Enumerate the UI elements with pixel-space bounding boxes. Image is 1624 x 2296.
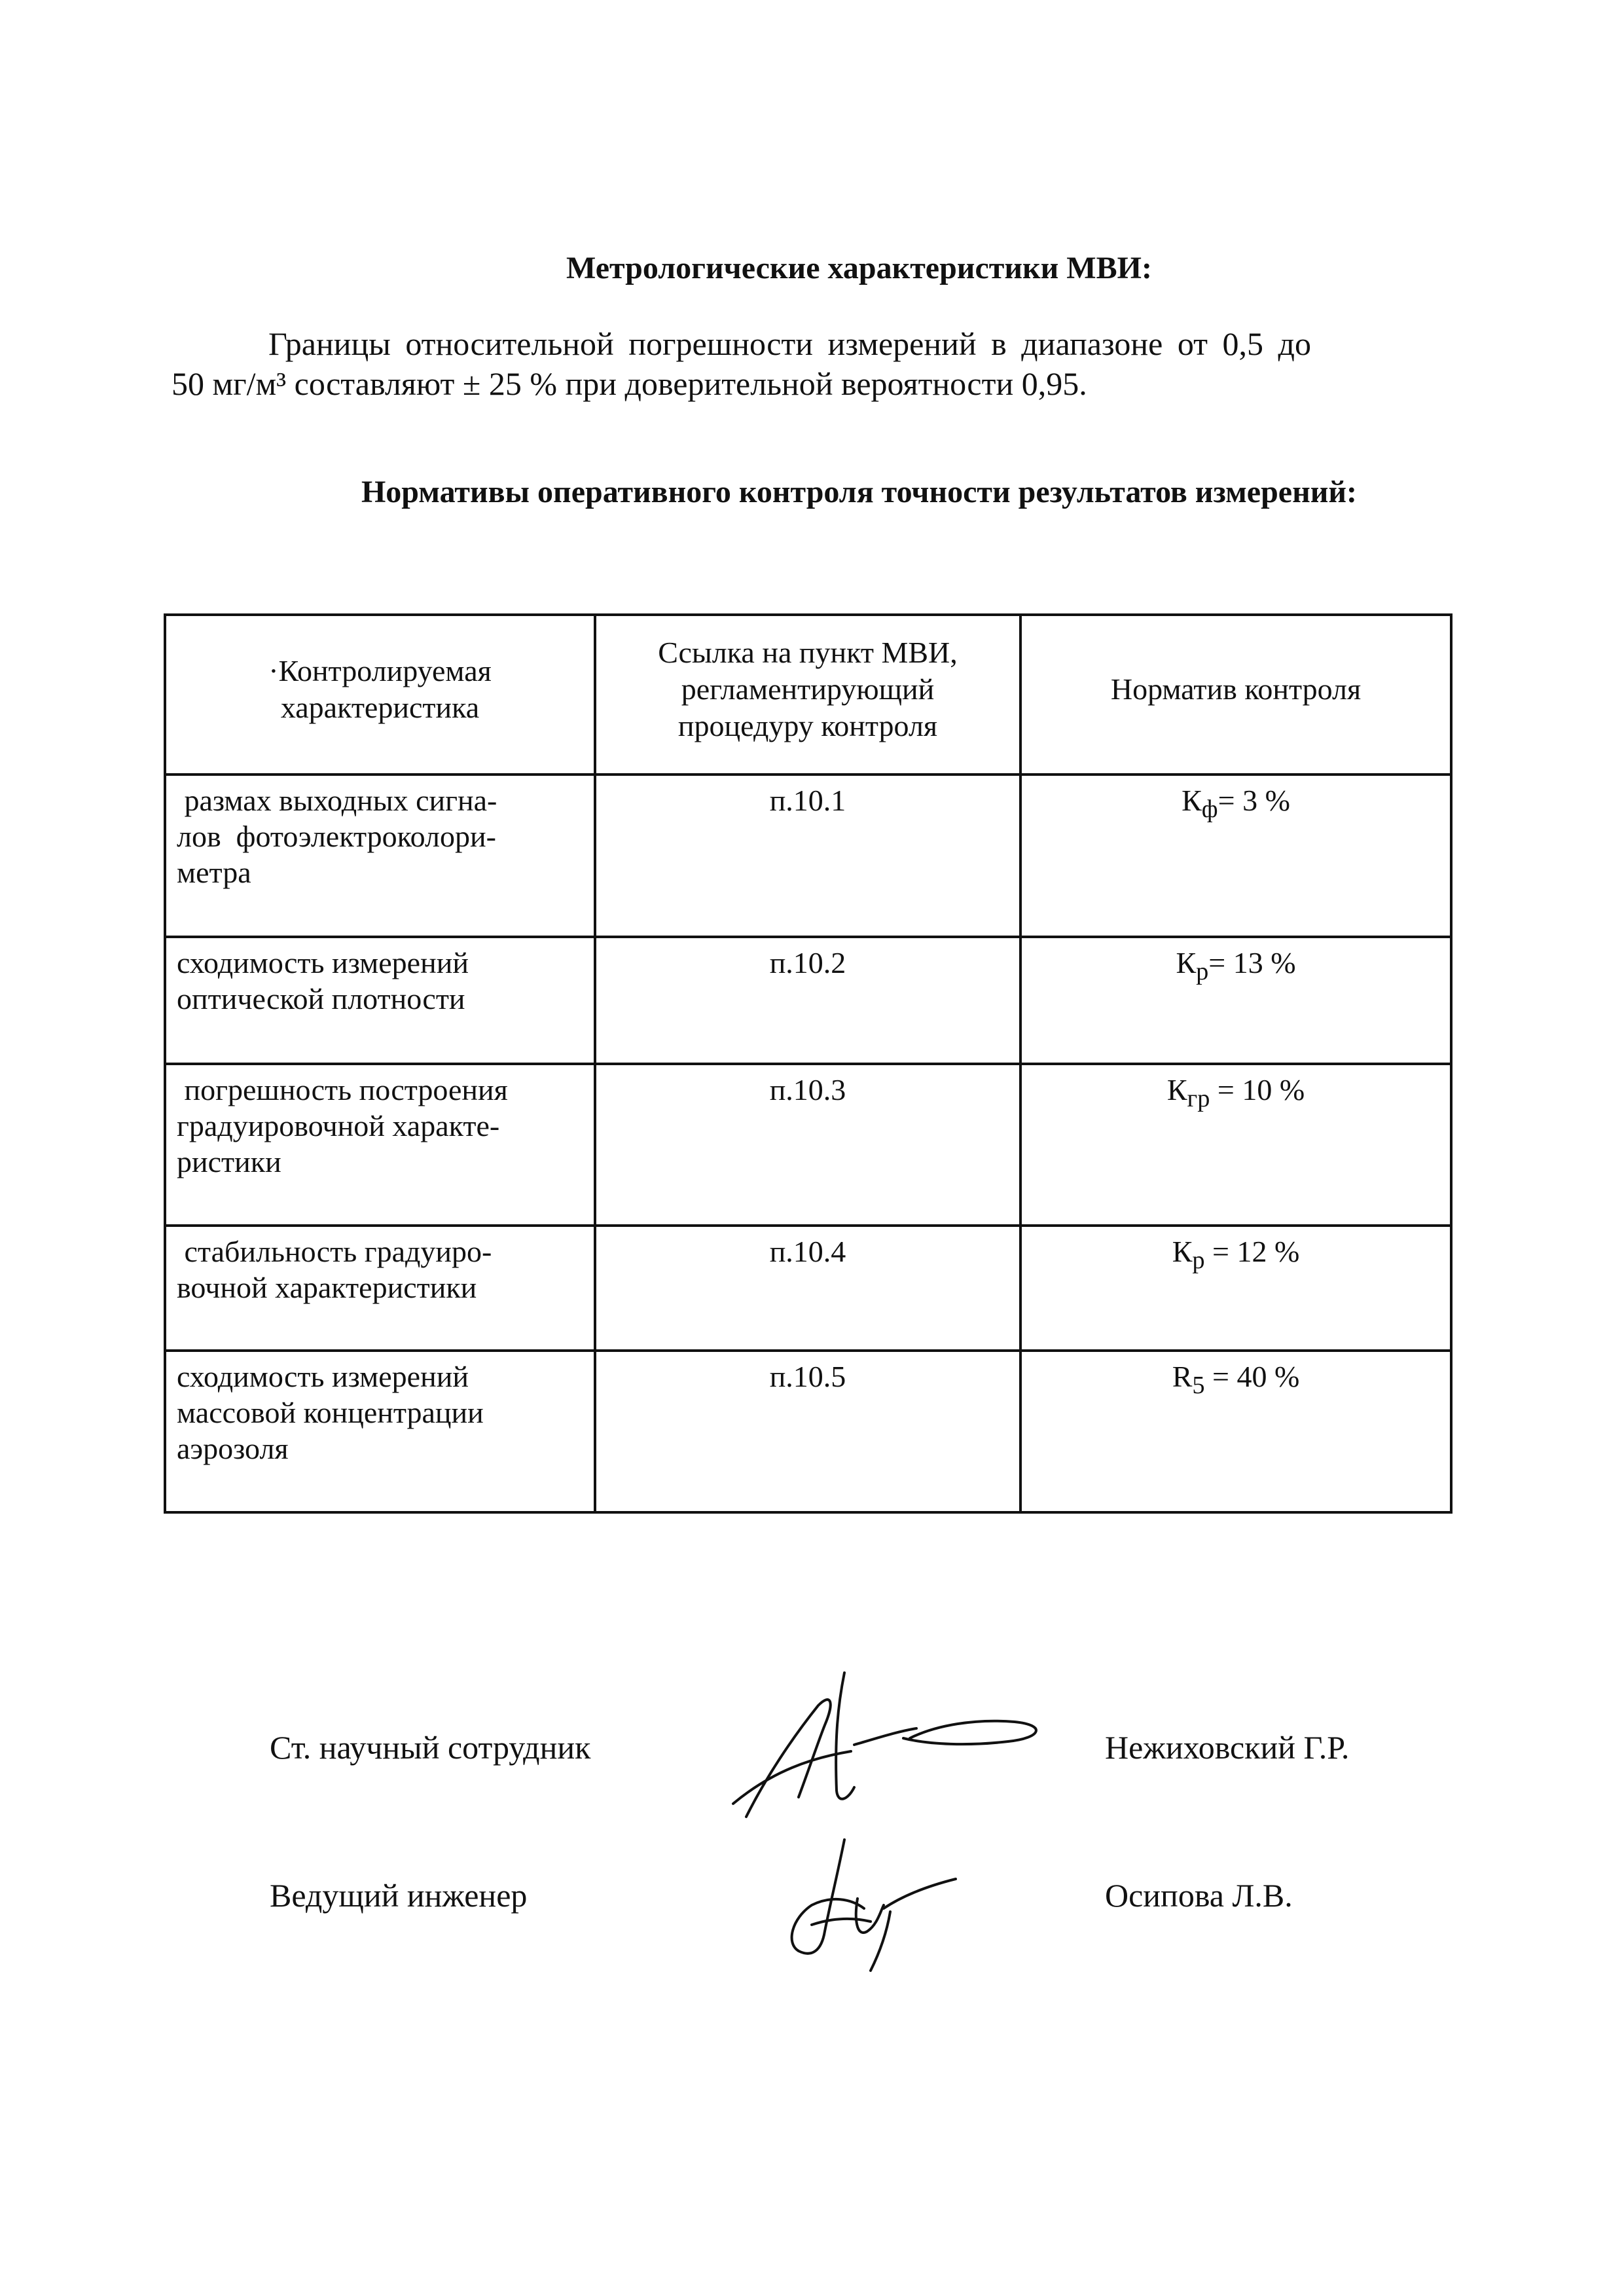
metrology-text-line-2: 50 мг/м³ составляют ± 25 % при доверительной вероятности 0,95.	[171, 365, 1087, 402]
cell-text: ристики	[177, 1145, 281, 1178]
cell-reference	[595, 937, 1020, 1064]
norm-symbol: К	[1172, 1235, 1193, 1268]
signatory-title-2: Ведущий инженер	[270, 1877, 528, 1914]
cell-text: п.10.4	[769, 1235, 846, 1268]
cell-text: массовой концентрации	[177, 1396, 484, 1429]
cell-characteristic	[165, 937, 595, 1064]
cell-norm	[1020, 937, 1451, 1064]
table-row	[165, 937, 1451, 1064]
cell-text: сходимость измерений	[177, 1360, 469, 1393]
cell-text: размах выходных сигна-	[177, 784, 497, 817]
cell-text: стабильность градуиро-	[177, 1235, 492, 1268]
norm-subscript: р	[1192, 1247, 1205, 1275]
control-norms-table	[164, 613, 1453, 1514]
norm-subscript: ф	[1201, 795, 1218, 824]
cell-characteristic	[165, 1226, 595, 1351]
table-row	[165, 1226, 1451, 1351]
table-row	[165, 1064, 1451, 1226]
cell-text: п.10.2	[769, 946, 846, 979]
norm-symbol: К	[1176, 946, 1197, 979]
cell-characteristic	[165, 1064, 595, 1226]
header-text: Ссылка на пункт МВИ,	[658, 636, 958, 669]
norm-value: = 10 %	[1210, 1073, 1305, 1106]
norm-symbol: К	[1182, 784, 1202, 817]
header-norm	[1020, 615, 1451, 774]
signature-1	[720, 1666, 1060, 1830]
norm-symbol: R	[1172, 1360, 1193, 1393]
signatory-name-2: Осипова Л.В.	[1105, 1877, 1293, 1914]
cell-norm	[1020, 774, 1451, 937]
table-header-row	[165, 615, 1451, 774]
table-row	[165, 1351, 1451, 1512]
norm-subscript: гр	[1187, 1085, 1210, 1113]
signature-2	[772, 1833, 982, 1977]
norm-value: = 3 %	[1218, 784, 1290, 817]
header-text: характеристика	[280, 691, 480, 724]
cell-reference	[595, 774, 1020, 937]
norm-value: = 12 %	[1204, 1235, 1300, 1268]
cell-characteristic	[165, 774, 595, 937]
cell-text: градуировочной характе-	[177, 1109, 500, 1142]
header-text: процедуру контроля	[677, 709, 938, 742]
norm-value: = 40 %	[1204, 1360, 1300, 1393]
header-characteristic	[165, 615, 595, 774]
cell-text: п.10.1	[769, 784, 846, 817]
table-row	[165, 774, 1451, 937]
metrology-text-line-1: Границы относительной погрешности измерений в диапазоне от 0,5 до	[268, 325, 1311, 362]
cell-characteristic	[165, 1351, 595, 1512]
metrology-title: Метрологические характеристики МВИ:	[566, 251, 1152, 285]
cell-text: метра	[177, 856, 251, 889]
cell-text: сходимость измерений	[177, 946, 469, 979]
norms-title: Нормативы оперативного контроля точности результатов измерений:	[361, 475, 1358, 509]
header-text: регламентирующий	[681, 672, 935, 706]
norm-symbol: К	[1166, 1073, 1187, 1106]
header-text: ·Контролируемая	[268, 654, 492, 687]
norm-subscript: 5	[1192, 1372, 1205, 1400]
cell-text: лов фотоэлектроколори-	[177, 820, 496, 853]
norm-value: = 13 %	[1208, 946, 1296, 979]
cell-norm	[1020, 1351, 1451, 1512]
cell-text: аэрозоля	[177, 1432, 289, 1465]
norm-subscript: р	[1196, 958, 1209, 986]
cell-norm	[1020, 1064, 1451, 1226]
cell-reference	[595, 1226, 1020, 1351]
cell-text: п.10.3	[769, 1073, 846, 1106]
cell-norm	[1020, 1226, 1451, 1351]
cell-text: п.10.5	[769, 1360, 846, 1393]
signatory-name-1: Нежиховский Г.Р.	[1105, 1729, 1350, 1766]
header-text: Норматив контроля	[1110, 672, 1362, 706]
cell-text: погрешность построения	[177, 1073, 508, 1106]
header-reference	[595, 615, 1020, 774]
cell-reference	[595, 1351, 1020, 1512]
cell-reference	[595, 1064, 1020, 1226]
cell-text: вочной характеристики	[177, 1271, 477, 1304]
signatory-title-1: Ст. научный сотрудник	[270, 1729, 591, 1766]
cell-text: оптической плотности	[177, 982, 465, 1015]
